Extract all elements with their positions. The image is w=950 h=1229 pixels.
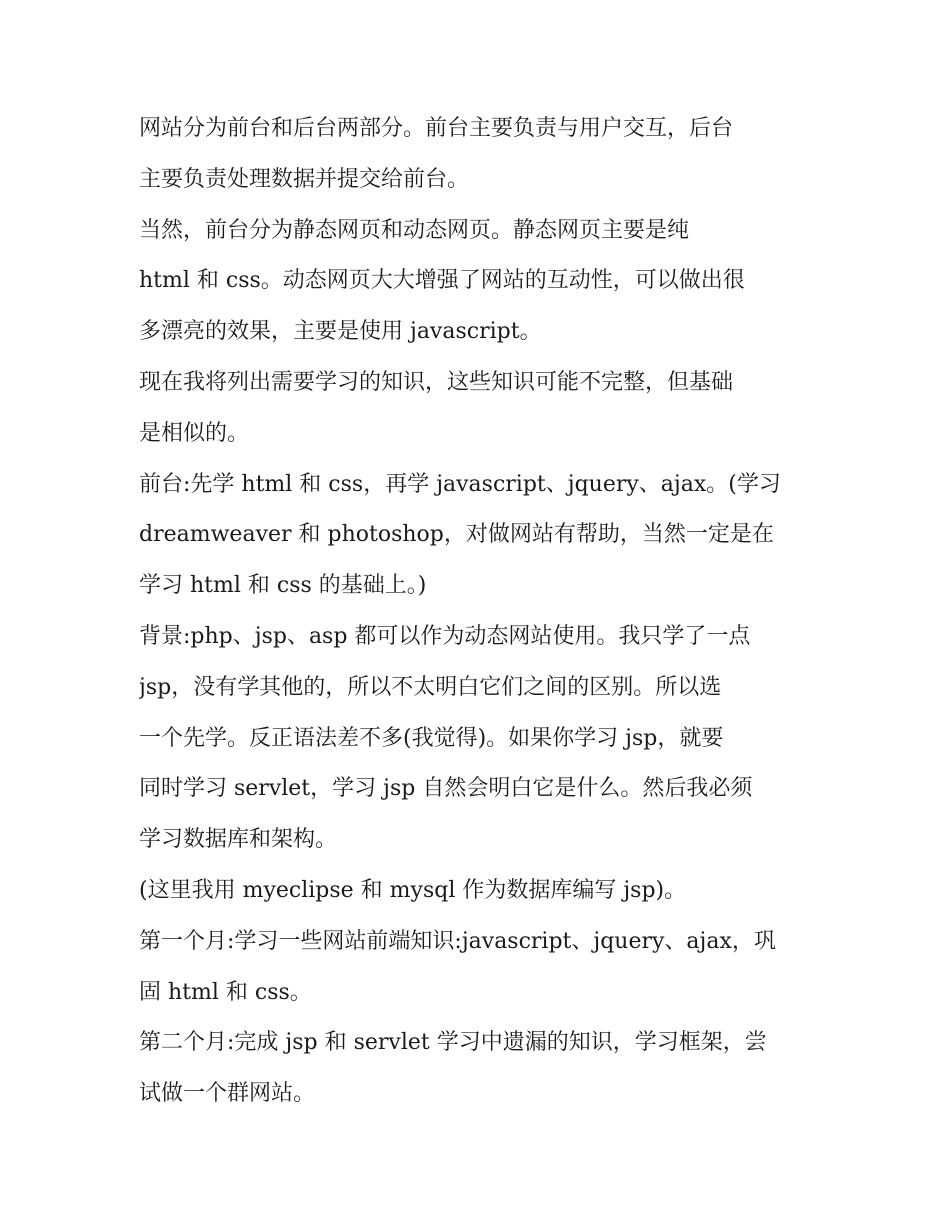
text-line: 现在我将列出需要学习的知识，这些知识可能不完整，但基础	[139, 369, 734, 395]
text-line: html 和 css。动态网页大大增强了网站的互动性，可以做出很	[139, 268, 745, 294]
text-line: 学习 html 和 css 的基础上。)	[139, 573, 427, 599]
document-body	[139, 104, 819, 1120]
text-line: 同时学习 servlet，学习 jsp 自然会明白它是什么。然后我必须	[139, 776, 753, 802]
text-line: 第一个月:学习一些网站前端知识:javascript、jquery、ajax，巩	[139, 928, 776, 954]
text-line: dreamweaver 和 photoshop，对做网站有帮助，当然一定是在	[139, 522, 774, 548]
text-line: 背景:php、jsp、asp 都可以作为动态网站使用。我只学了一点	[139, 623, 751, 649]
text-line: 网站分为前台和后台两部分。前台主要负责与用户交互，后台	[139, 116, 734, 141]
text-line: 主要负责处理数据并提交给前台。	[139, 166, 470, 192]
text-line: 试做一个群网站。	[139, 1081, 316, 1107]
text-line: 学习数据库和架构。	[139, 827, 338, 853]
text-line: (这里我用 myeclipse 和 mysql 作为数据库编写 jsp)。	[139, 877, 687, 903]
text-line: 当然，前台分为静态网页和动态网页。静态网页主要是纯	[139, 217, 690, 243]
text-line: 是相似的。	[139, 420, 250, 446]
text-line: 固 html 和 css。	[139, 979, 312, 1005]
text-line: 一个先学。反正语法差不多(我觉得)。如果你学习 jsp，就要	[139, 725, 724, 751]
text-line: 前台:先学 html 和 css，再学 javascript、jquery、ajax。(学习	[139, 471, 781, 497]
text-line: 第二个月:完成 jsp 和 servlet 学习中遗漏的知识，学习框架，尝	[139, 1030, 767, 1056]
text-line: jsp，没有学其他的，所以不太明白它们之间的区别。所以选	[139, 674, 722, 700]
text-line: 多漂亮的效果，主要是使用 javascript。	[139, 319, 542, 345]
